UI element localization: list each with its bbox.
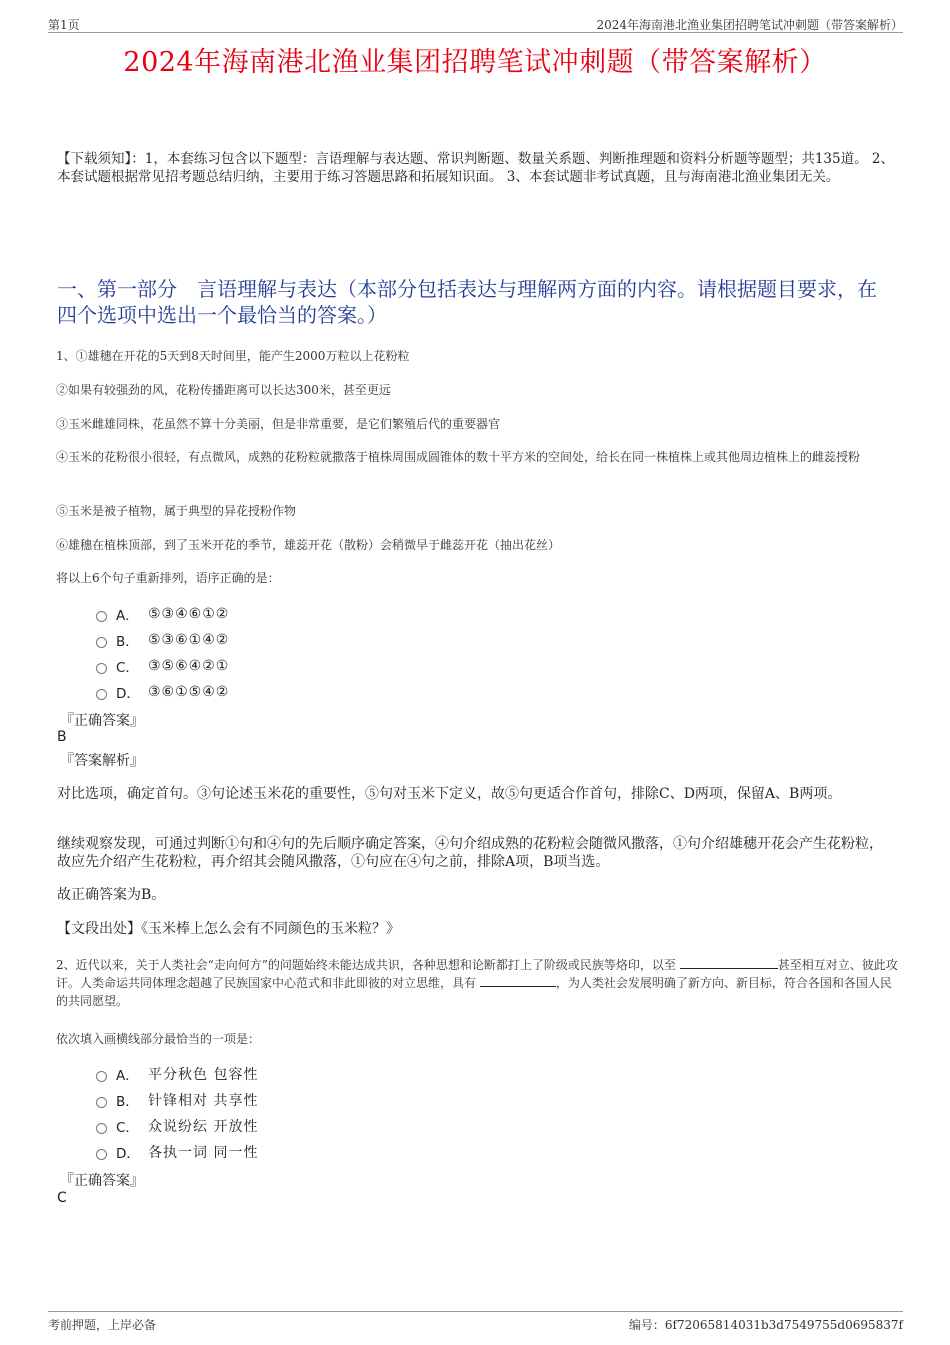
- radio-icon[interactable]: [96, 663, 107, 674]
- page-header: [48, 14, 903, 33]
- header-doc-title: 2024年海南港北渔业集团招聘笔试冲刺题（带答案解析）: [596, 18, 903, 32]
- q1-sentence-5: ⑤玉米是被子植物，属于典型的异花授粉作物: [56, 504, 297, 518]
- option-text: ③⑥①⑤④②: [148, 684, 230, 700]
- q1-sentence-3: ③玉米雌雄同株，花虽然不算十分美丽，但是非常重要，是它们繁殖后代的重要器官: [56, 417, 501, 431]
- q1-sentence-4: ④玉米的花粉很小很轻，有点微风，成熟的花粉粒就撒落于植株周围成圆锥体的数十平方米的空间处，给长在同一株植株上或其他周边植株上的雌蕊授粉: [56, 450, 861, 464]
- option-letter: D．: [116, 1146, 140, 1162]
- option-text: ③⑤⑥④②①: [148, 658, 230, 674]
- q1-analysis-2: 继续观察发现，可通过判断①句和④句的先后顺序确定答案，④句介绍成熟的花粉粒会随微风撒落，①句介绍雄穗开花会产生花粉粒，故应先介绍产生花粉粒，再介绍其会随风撒落，①句应在④句之前，排除A项，B项当选。: [57, 836, 883, 870]
- q2-prompt: 依次填入画横线部分最恰当的一项是：: [56, 1032, 261, 1046]
- download-notice: 【下载须知】：1，本套练习包含以下题型：言语理解与表达题、常识判断题、数量关系题、判断推理题和资料分析题等题型；共135道。 2、本套试题根据常见招考题总结归纳，主要用于练习答题思路和拓展知识面。 3、本套试题非考试真题，且与海南港北渔业集团无关。: [57, 151, 894, 185]
- fill-blank-2: [480, 974, 556, 987]
- q2-answer-label: 『正确答案』: [60, 1173, 144, 1189]
- radio-icon[interactable]: [96, 1097, 107, 1108]
- q1-option-d[interactable]: [96, 679, 229, 705]
- page-footer: [48, 1311, 903, 1334]
- q1-option-a[interactable]: [96, 601, 229, 627]
- option-text: 针锋相对 共享性: [148, 1093, 259, 1109]
- q1-sentence-1: 1、①雄穗在开花的5天到8天时间里，能产生2000万粒以上花粉粒: [56, 349, 410, 363]
- q1-analysis-3: 故正确答案为B。: [57, 887, 166, 903]
- page-number: 第1页: [48, 18, 80, 32]
- section-heading: 一、第一部分 言语理解与表达（本部分包括表达与理解两方面的内容。请根据题目要求，在四个选项中选出一个最恰当的答案。）: [57, 277, 877, 327]
- q1-option-c[interactable]: [96, 653, 229, 679]
- q2-options: [96, 1061, 258, 1165]
- radio-icon[interactable]: [96, 1149, 107, 1160]
- document-title: 2024年海南港北渔业集团招聘笔试冲刺题（带答案解析）: [123, 47, 827, 78]
- option-text: 各执一词 同一性: [148, 1145, 259, 1161]
- option-letter: A．: [116, 1068, 139, 1084]
- option-letter: B．: [116, 1094, 139, 1110]
- q2-answer: C: [57, 1190, 67, 1206]
- q1-prompt: 将以上6个句子重新排列，语序正确的是：: [56, 571, 280, 585]
- option-text: ⑤③⑥①④②: [148, 632, 230, 648]
- radio-icon[interactable]: [96, 637, 107, 648]
- q2-option-b[interactable]: [96, 1087, 258, 1113]
- footer-slogan: 考前押题，上岸必备: [48, 1318, 157, 1332]
- q1-option-b[interactable]: [96, 627, 229, 653]
- footer-doc-id: 编号：6f72065814031b3d7549755d0695837f: [628, 1318, 903, 1332]
- q1-options: [96, 601, 229, 705]
- fill-blank-1: [680, 956, 778, 969]
- option-text: 平分秋色 包容性: [148, 1067, 259, 1083]
- q1-answer-label: 『正确答案』: [60, 713, 144, 729]
- q1-source: 【文段出处】《玉米棒上怎么会有不同颜色的玉米粒？》: [57, 921, 400, 937]
- option-letter: A．: [116, 608, 139, 624]
- q1-answer: B: [57, 729, 67, 745]
- radio-icon[interactable]: [96, 1123, 107, 1134]
- option-text: 众说纷纭 开放性: [148, 1119, 259, 1135]
- q2-stem-part-3: ，为人类社会发展明确了新方向、新目标，符合各国和各国人民的共同愿望。: [56, 976, 892, 1008]
- radio-icon[interactable]: [96, 611, 107, 622]
- option-letter: B．: [116, 634, 139, 650]
- radio-icon[interactable]: [96, 689, 107, 700]
- q1-sentence-2: ②如果有较强劲的风，花粉传播距离可以长达300米，甚至更远: [56, 383, 391, 397]
- option-letter: C．: [116, 1120, 139, 1136]
- q2-option-d[interactable]: [96, 1139, 258, 1165]
- q2-stem: [56, 956, 902, 1010]
- option-text: ⑤③④⑥①②: [148, 606, 230, 622]
- q1-sentence-6: ⑥雄穗在植株顶部，到了玉米开花的季节，雄蕊开花（散粉）会稍微早于雌蕊开花（抽出花丝）: [56, 538, 561, 552]
- q1-analysis-label: 『答案解析』: [60, 753, 144, 769]
- q2-stem-part-1: 2、近代以来，关于人类社会“走向何方”的问题始终未能达成共识，各种思想和论断都打上了阶级或民族等烙印，以至: [56, 958, 680, 972]
- q2-stem-part-2: 甚至相互对立、彼此攻讦。人类命运共同体理念超越了民族国家中心范式和非此即彼的对立思维，具有: [56, 958, 898, 990]
- q2-option-c[interactable]: [96, 1113, 258, 1139]
- q1-analysis-1: 对比选项，确定首句。③句论述玉米花的重要性，⑤句对玉米下定义，故⑤句更适合作首句，排除C、D两项，保留A、B两项。: [57, 786, 842, 802]
- option-letter: C．: [116, 660, 139, 676]
- option-letter: D．: [116, 686, 140, 702]
- radio-icon[interactable]: [96, 1071, 107, 1082]
- q2-option-a[interactable]: [96, 1061, 258, 1087]
